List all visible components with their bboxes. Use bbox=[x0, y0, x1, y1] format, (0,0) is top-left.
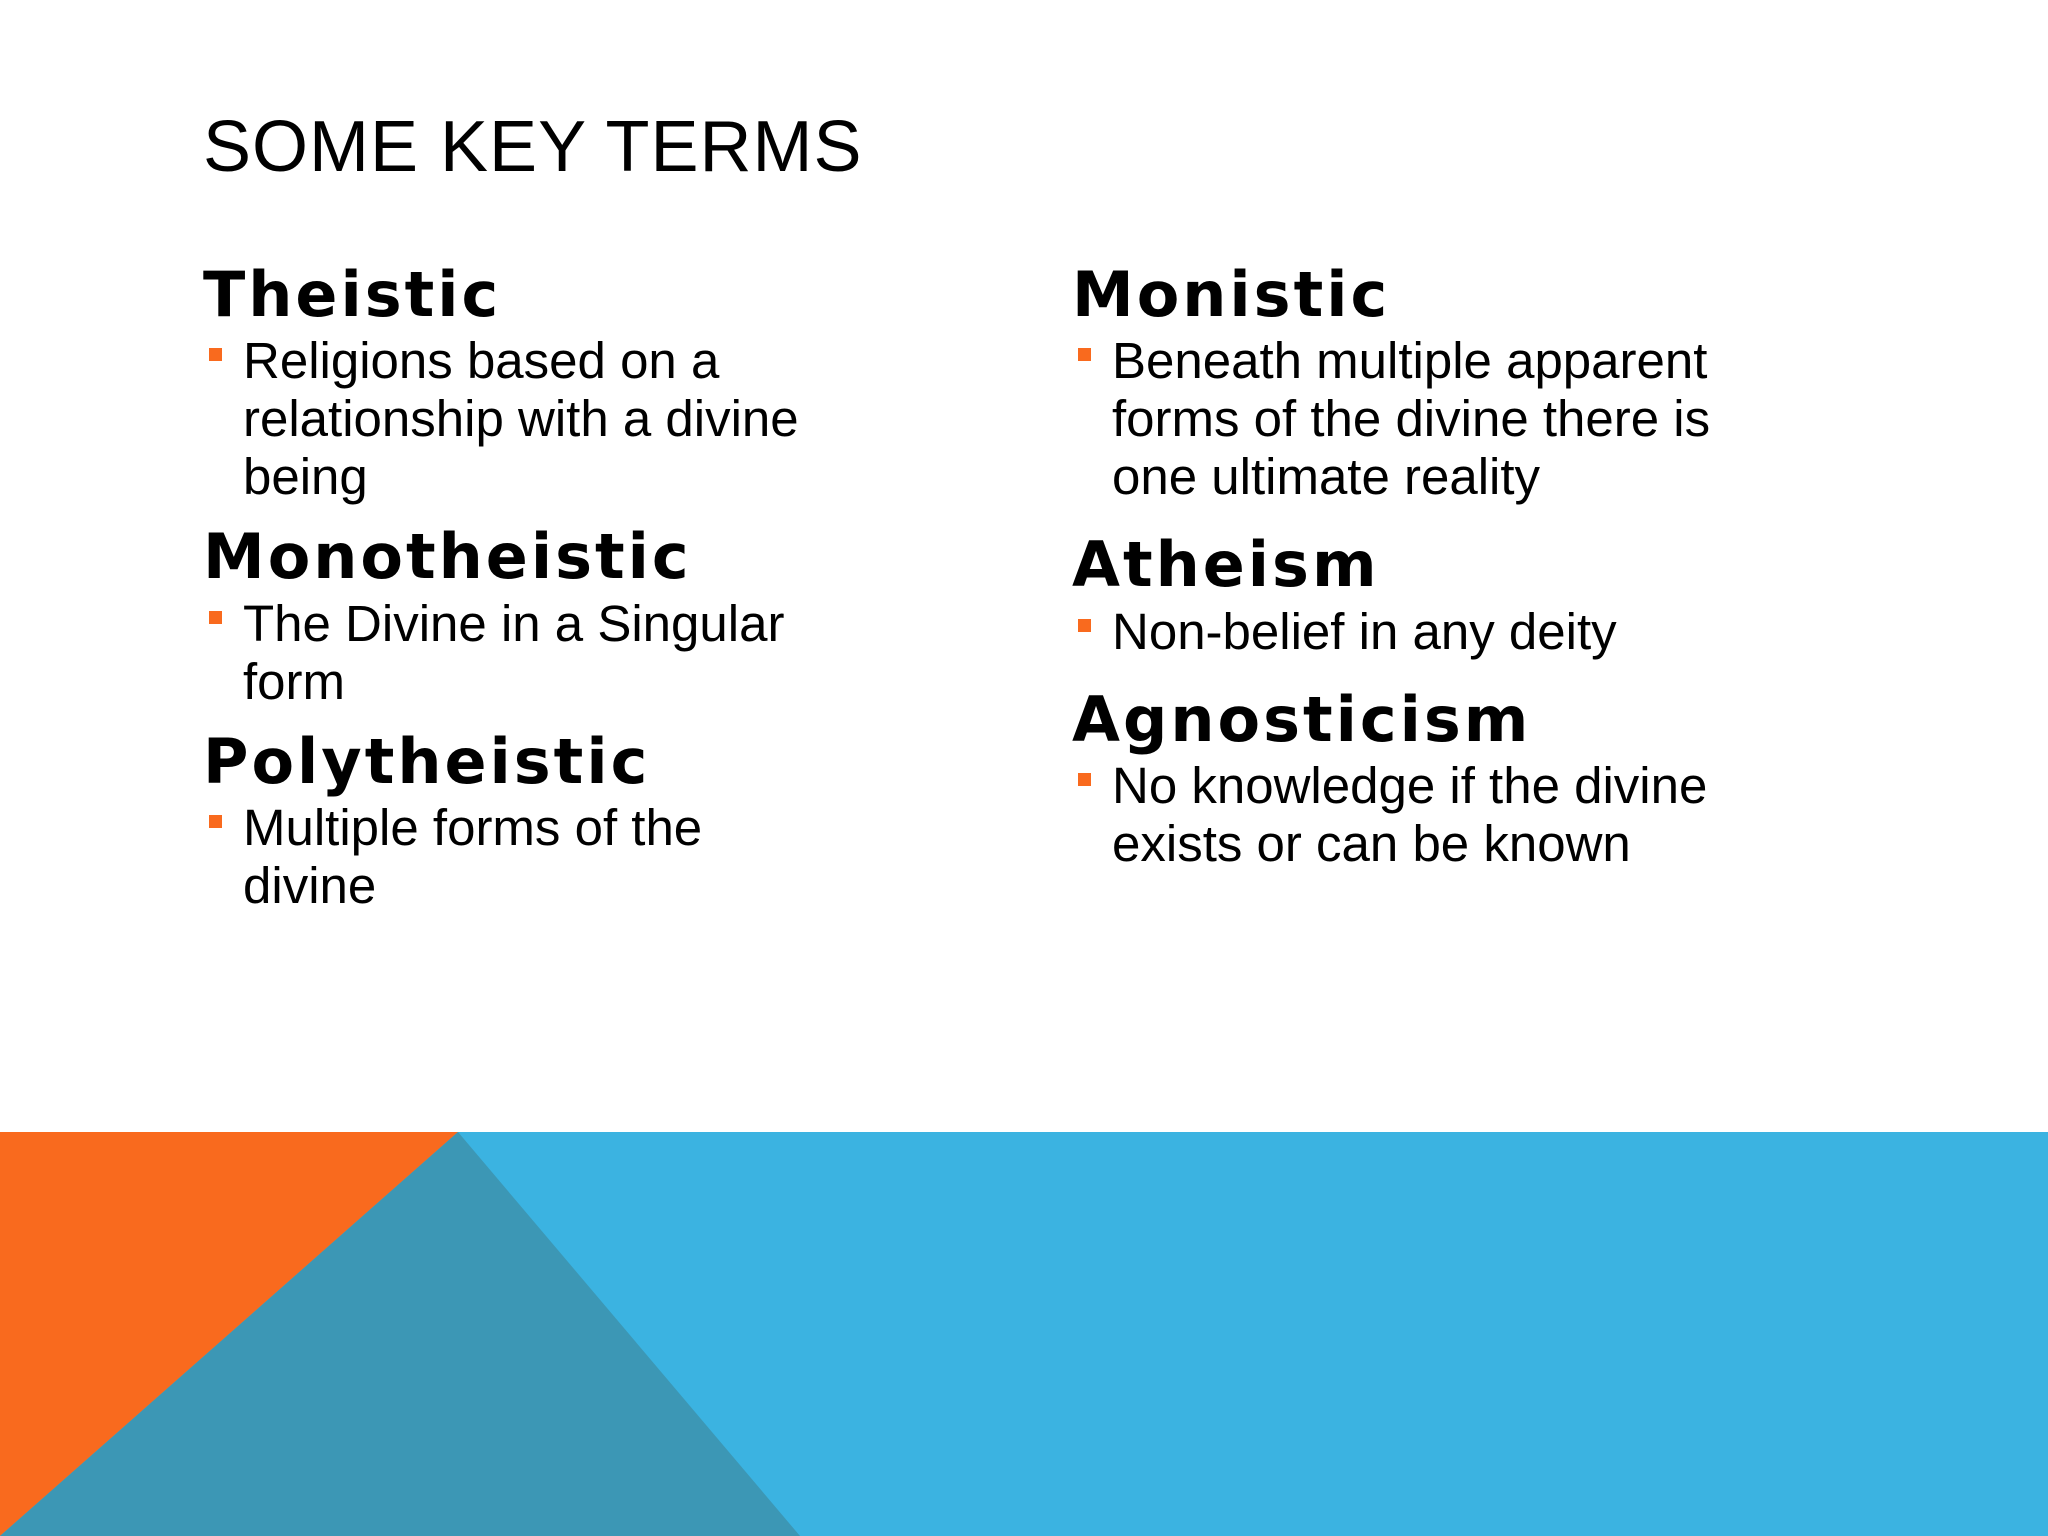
term-monistic bbox=[1072, 258, 1712, 506]
term-agnosticism bbox=[1072, 683, 1712, 873]
term-definition bbox=[203, 799, 843, 915]
square-bullet-icon bbox=[1078, 773, 1091, 786]
term-definition-text: Multiple forms of the divine bbox=[243, 799, 703, 915]
square-bullet-icon bbox=[209, 815, 222, 828]
term-heading: Theistic bbox=[203, 258, 502, 331]
term-definition-text: Religions based on a relationship with a divine being bbox=[243, 332, 799, 506]
term-definition-text: No knowledge if the divine exists or can be known bbox=[1112, 757, 1708, 873]
term-definition-list bbox=[203, 332, 843, 506]
term-heading: Monistic bbox=[1072, 258, 1391, 331]
footer-graphic bbox=[0, 1132, 2048, 1536]
term-definition bbox=[1072, 757, 1712, 873]
term-heading: Agnosticism bbox=[1072, 682, 1532, 756]
term-definition-text: Non-belief in any deity bbox=[1112, 602, 1617, 660]
term-atheism bbox=[1072, 528, 1712, 660]
term-definition-text: Beneath multiple apparent forms of the divine there is one ultimate reality bbox=[1112, 332, 1711, 506]
term-definition-list bbox=[1072, 603, 1712, 661]
term-theistic bbox=[203, 258, 843, 506]
right-column bbox=[1072, 258, 1712, 873]
term-definition-list bbox=[1072, 332, 1712, 506]
left-column bbox=[203, 258, 843, 915]
term-monotheistic bbox=[203, 520, 843, 710]
square-bullet-icon bbox=[1078, 348, 1091, 361]
term-heading: Monotheistic bbox=[203, 520, 692, 594]
term-polytheistic bbox=[203, 725, 843, 915]
term-definition-list bbox=[1072, 757, 1712, 873]
square-bullet-icon bbox=[209, 348, 222, 361]
term-definition bbox=[1072, 603, 1712, 661]
term-definition-text: The Divine in a Singular form bbox=[243, 594, 785, 710]
decorative-footer-band bbox=[0, 1132, 2048, 1536]
term-definition bbox=[203, 332, 843, 506]
term-definition bbox=[203, 595, 843, 711]
square-bullet-icon bbox=[1078, 619, 1091, 632]
slide-title: SOME KEY TERMS bbox=[203, 107, 863, 187]
term-heading: Atheism bbox=[1072, 528, 1380, 602]
term-definition bbox=[1072, 332, 1712, 506]
term-definition-list bbox=[203, 595, 843, 711]
term-heading: Polytheistic bbox=[203, 724, 651, 798]
square-bullet-icon bbox=[209, 611, 222, 624]
term-definition-list bbox=[203, 799, 843, 915]
